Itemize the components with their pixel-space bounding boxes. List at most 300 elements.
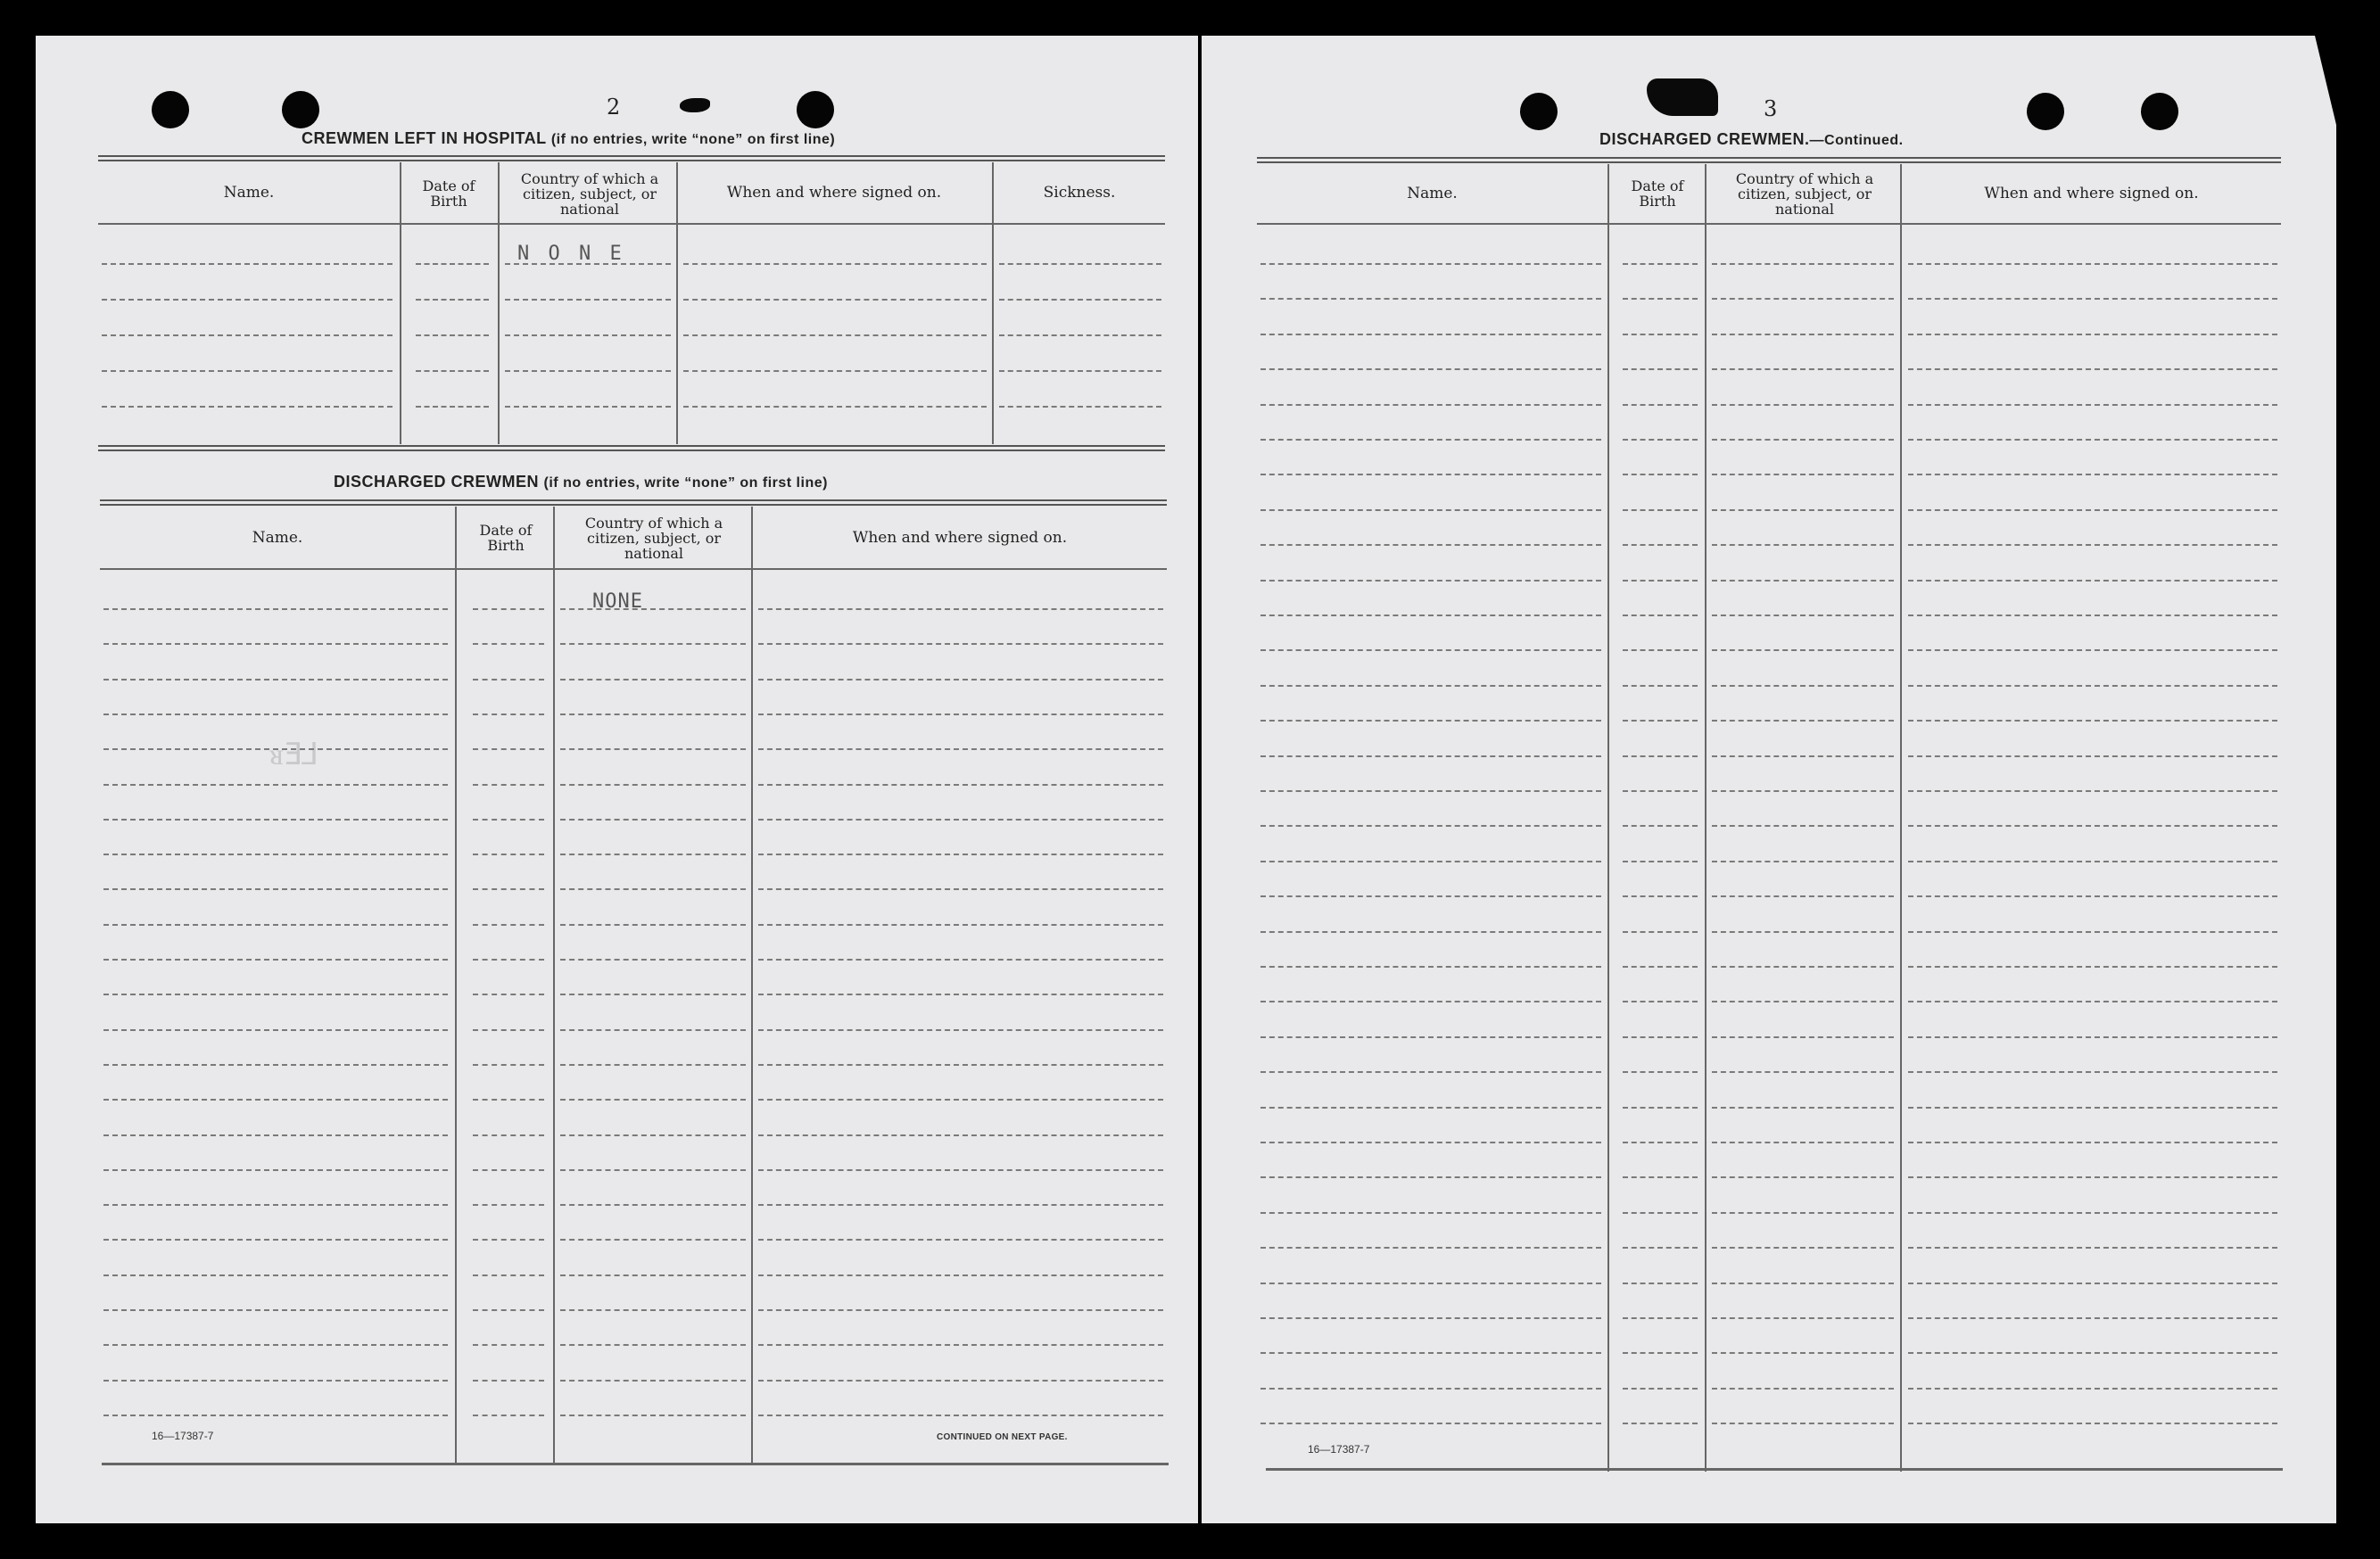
discharged-title-text: DISCHARGED CREWMEN xyxy=(334,473,540,491)
col-header-dob: Date of Birth xyxy=(479,522,533,554)
right-page xyxy=(1202,36,2336,1523)
ruled-line xyxy=(1260,755,1601,757)
col-header-country: Country of which a citizen, subject, or national xyxy=(584,514,723,562)
ruled-line xyxy=(473,643,544,645)
column-divider xyxy=(751,507,753,1465)
ruled-line xyxy=(1712,1388,1894,1390)
ruled-line xyxy=(103,1239,448,1241)
ruled-line xyxy=(1908,1176,2277,1178)
ruled-line xyxy=(1623,825,1698,827)
ruled-line xyxy=(102,299,393,301)
ruled-line xyxy=(1908,720,2277,722)
ruled-line xyxy=(1908,1212,2277,1214)
ruled-line xyxy=(1260,1107,1601,1109)
ruled-line xyxy=(103,854,448,855)
ruled-line xyxy=(1623,263,1698,265)
col-header-signed-on: When and where signed on. xyxy=(726,184,942,202)
ruled-line xyxy=(103,1204,448,1206)
punch-hole xyxy=(2027,93,2064,130)
torn-corner xyxy=(2315,36,2336,125)
ruled-line xyxy=(1712,439,1894,441)
ruled-line xyxy=(1908,755,2277,757)
ruled-line xyxy=(999,299,1161,301)
ruled-line xyxy=(560,1064,746,1066)
ruled-line xyxy=(1908,1107,2277,1109)
ruled-line xyxy=(1260,966,1601,968)
ruled-line xyxy=(560,888,746,890)
ruled-line xyxy=(1712,1107,1894,1109)
ruled-line xyxy=(560,924,746,926)
ruled-line xyxy=(560,994,746,995)
ruled-line xyxy=(1712,368,1894,370)
ruled-line xyxy=(1623,439,1698,441)
ruled-line xyxy=(473,994,544,995)
ruled-line xyxy=(1712,1176,1894,1178)
ruled-line xyxy=(1712,1283,1894,1284)
ruled-line xyxy=(1712,1142,1894,1143)
col-header-name: Name. xyxy=(223,184,275,202)
ruled-line xyxy=(758,854,1163,855)
ruled-line xyxy=(1712,615,1894,616)
ruled-line xyxy=(1623,1142,1698,1143)
ruled-line xyxy=(1260,1317,1601,1319)
ruled-line xyxy=(758,1064,1163,1066)
ruled-line xyxy=(473,1274,544,1276)
ruled-line xyxy=(1712,895,1894,897)
col-header-signed-on: When and where signed on. xyxy=(1984,185,2199,202)
ruled-line xyxy=(999,406,1161,408)
column-divider xyxy=(1900,164,1902,1472)
discharged-title xyxy=(334,473,828,491)
ruled-line xyxy=(1908,931,2277,933)
ruled-line xyxy=(758,994,1163,995)
col-header-country: Country of which a citizen, subject, or national xyxy=(1735,169,1874,218)
ruled-line xyxy=(473,714,544,715)
ink-blot xyxy=(1647,78,1718,116)
page-number: 2 xyxy=(607,95,621,120)
ruled-line xyxy=(473,1380,544,1382)
ruled-line xyxy=(1260,334,1601,335)
ruled-line xyxy=(1712,474,1894,475)
ruled-line xyxy=(1260,1001,1601,1002)
left-page xyxy=(36,36,1198,1523)
ruled-line xyxy=(1712,966,1894,968)
ruled-line xyxy=(1712,1317,1894,1319)
ruled-line xyxy=(473,1134,544,1136)
header-rule xyxy=(100,568,1167,570)
ruled-line xyxy=(1908,334,2277,335)
ruled-line xyxy=(103,714,448,715)
ruled-line xyxy=(758,748,1163,750)
ruled-line xyxy=(1908,544,2277,546)
column-divider xyxy=(1705,164,1706,1472)
ruled-line xyxy=(560,1309,746,1311)
ruled-line xyxy=(1623,895,1698,897)
ruled-line xyxy=(473,1169,544,1171)
ruled-line xyxy=(758,959,1163,961)
col-header-signed-on: When and where signed on. xyxy=(852,528,1068,547)
ruled-line xyxy=(473,1239,544,1241)
ruled-line xyxy=(103,1274,448,1276)
ruled-line xyxy=(560,748,746,750)
ruled-line xyxy=(1260,1036,1601,1038)
ruled-line xyxy=(473,784,544,786)
ruled-line xyxy=(758,608,1163,610)
ruled-line xyxy=(1712,649,1894,651)
ruled-line xyxy=(1260,509,1601,511)
ruled-line xyxy=(1908,298,2277,300)
ruled-line xyxy=(560,819,746,821)
punch-hole xyxy=(2141,93,2178,130)
ruled-line xyxy=(758,679,1163,681)
ruled-line xyxy=(1908,263,2277,265)
ruled-line xyxy=(1260,439,1601,441)
ruled-line xyxy=(103,1169,448,1171)
ruled-line xyxy=(758,1415,1163,1416)
ruled-line xyxy=(758,1309,1163,1311)
ruled-line xyxy=(758,784,1163,786)
ruled-line xyxy=(758,1099,1163,1101)
ruled-line xyxy=(1623,649,1698,651)
ruled-line xyxy=(1908,861,2277,862)
ruled-line xyxy=(1260,685,1601,687)
ruled-line xyxy=(1623,966,1698,968)
ruled-line xyxy=(1712,1001,1894,1002)
ruled-line xyxy=(758,1169,1163,1171)
bottom-rule xyxy=(102,1463,1169,1465)
ruled-line xyxy=(1712,1071,1894,1073)
double-rule xyxy=(1257,157,2281,163)
ruled-line xyxy=(1908,790,2277,792)
ruled-line xyxy=(103,679,448,681)
ruled-line xyxy=(560,643,746,645)
ruled-line xyxy=(473,924,544,926)
header-rule xyxy=(1257,223,2281,225)
ruled-line xyxy=(1260,474,1601,475)
ruled-line xyxy=(1623,685,1698,687)
ruled-line xyxy=(1623,1247,1698,1249)
column-divider xyxy=(1607,164,1609,1472)
ruled-line xyxy=(1908,895,2277,897)
ruled-line xyxy=(999,334,1161,336)
ruled-line xyxy=(683,370,987,372)
ruled-line xyxy=(1712,931,1894,933)
ruled-line xyxy=(1260,298,1601,300)
col-header-country: Country of which a citizen, subject, or national xyxy=(520,169,659,218)
ruled-line xyxy=(1908,1001,2277,1002)
ruled-line xyxy=(1260,1283,1601,1284)
ruled-line xyxy=(758,1274,1163,1276)
ruled-line xyxy=(758,1344,1163,1346)
ruled-line xyxy=(560,1099,746,1101)
ruled-line xyxy=(473,679,544,681)
ruled-line xyxy=(1623,368,1698,370)
bottom-rule xyxy=(1266,1468,2283,1471)
ruled-line xyxy=(103,608,448,610)
col-header-name: Name. xyxy=(252,528,303,547)
ruled-line xyxy=(1623,544,1698,546)
ruled-line xyxy=(473,1344,544,1346)
ruled-line xyxy=(473,819,544,821)
ruled-line xyxy=(683,263,987,265)
ruled-line xyxy=(1908,966,2277,968)
form-number: 16—17387-7 xyxy=(1308,1443,1370,1456)
ruled-line xyxy=(103,1099,448,1101)
ruled-line xyxy=(103,1309,448,1311)
bleed-through-mark: ᴚƎ⅃ xyxy=(269,737,319,772)
ruled-line xyxy=(103,1134,448,1136)
ruled-line xyxy=(1712,790,1894,792)
ruled-line xyxy=(1908,1036,2277,1038)
continued-suffix: —Continued. xyxy=(1809,133,1904,148)
ruled-line xyxy=(560,1204,746,1206)
ruled-line xyxy=(416,406,489,408)
ruled-line xyxy=(1623,931,1698,933)
ruled-line xyxy=(1712,298,1894,300)
ruled-line xyxy=(1623,790,1698,792)
ruled-line xyxy=(1623,298,1698,300)
ruled-line xyxy=(1712,720,1894,722)
ruled-line xyxy=(1712,334,1894,335)
punch-hole xyxy=(282,91,319,128)
ruled-line xyxy=(103,959,448,961)
ruled-line xyxy=(758,819,1163,821)
ruled-line xyxy=(1623,1388,1698,1390)
ruled-line xyxy=(1260,720,1601,722)
double-rule xyxy=(98,155,1165,161)
ruled-line xyxy=(1260,263,1601,265)
column-divider xyxy=(553,507,555,1465)
ruled-line xyxy=(1260,825,1601,827)
ruled-line xyxy=(473,608,544,610)
page-number: 3 xyxy=(1764,96,1778,121)
ruled-line xyxy=(103,643,448,645)
ruled-line xyxy=(416,299,489,301)
ruled-line xyxy=(999,263,1161,265)
ruled-line xyxy=(1260,1352,1601,1354)
ruled-line xyxy=(1260,615,1601,616)
ruled-line xyxy=(1623,474,1698,475)
ruled-line xyxy=(560,1134,746,1136)
ruled-line xyxy=(1623,1071,1698,1073)
ruled-line xyxy=(1908,1142,2277,1143)
punch-hole xyxy=(1520,93,1558,130)
ruled-line xyxy=(1260,1423,1601,1424)
ruled-line xyxy=(758,1239,1163,1241)
ruled-line xyxy=(560,854,746,855)
ruled-line xyxy=(683,406,987,408)
discharged-continued-title-text: DISCHARGED CREWMEN. xyxy=(1599,130,1810,148)
ruled-line xyxy=(473,959,544,961)
ruled-line xyxy=(560,784,746,786)
ruled-line xyxy=(1908,825,2277,827)
ruled-line xyxy=(999,370,1161,372)
ruled-line xyxy=(758,1029,1163,1031)
ruled-line xyxy=(1712,1036,1894,1038)
col-header-dob: Date of Birth xyxy=(422,177,475,210)
continued-note: CONTINUED ON NEXT PAGE. xyxy=(937,1432,1068,1442)
ruled-line xyxy=(1260,649,1601,651)
ruled-line xyxy=(1908,1352,2277,1354)
ruled-line xyxy=(1908,1317,2277,1319)
ruled-line xyxy=(560,1029,746,1031)
ruled-line xyxy=(1712,685,1894,687)
ruled-line xyxy=(1712,263,1894,265)
ruled-line xyxy=(102,370,393,372)
hospital-title-text: CREWMEN LEFT IN HOSPITAL xyxy=(302,129,547,147)
ruled-line xyxy=(473,888,544,890)
ruled-line xyxy=(560,1239,746,1241)
ink-blot xyxy=(680,98,710,112)
ruled-line xyxy=(758,1380,1163,1382)
ruled-line xyxy=(560,1169,746,1171)
punch-hole xyxy=(797,91,834,128)
col-header-name: Name. xyxy=(1407,185,1458,202)
ruled-line xyxy=(1623,580,1698,582)
ruled-line xyxy=(1260,1388,1601,1390)
ruled-line xyxy=(416,334,489,336)
ruled-line xyxy=(1260,1071,1601,1073)
ruled-line xyxy=(560,1380,746,1382)
ruled-line xyxy=(473,854,544,855)
ruled-line xyxy=(1623,404,1698,406)
ruled-line xyxy=(473,1309,544,1311)
ruled-line xyxy=(1908,1247,2277,1249)
ruled-line xyxy=(1712,1247,1894,1249)
ruled-line xyxy=(1908,509,2277,511)
ruled-line xyxy=(416,263,489,265)
discharged-continued-title xyxy=(1599,130,1904,149)
ruled-line xyxy=(1260,544,1601,546)
ruled-line xyxy=(1712,404,1894,406)
discharged-note: (if no entries, write “none” on first line) xyxy=(543,475,828,491)
ruled-line xyxy=(505,370,671,372)
ruled-line xyxy=(102,406,393,408)
ruled-line xyxy=(1908,439,2277,441)
ruled-line xyxy=(683,299,987,301)
discharged-entry-none: NONE xyxy=(592,590,643,613)
ruled-line xyxy=(1623,615,1698,616)
ruled-line xyxy=(1623,1107,1698,1109)
ruled-line xyxy=(103,1064,448,1066)
col-header-dob: Date of Birth xyxy=(1631,177,1684,210)
ruled-line xyxy=(1623,861,1698,862)
ruled-line xyxy=(1623,1212,1698,1214)
ruled-line xyxy=(103,924,448,926)
ruled-line xyxy=(1623,1283,1698,1284)
ruled-line xyxy=(1712,1423,1894,1424)
ruled-line xyxy=(1908,615,2277,616)
ruled-line xyxy=(1260,1176,1601,1178)
ruled-line xyxy=(758,643,1163,645)
ruled-line xyxy=(473,1064,544,1066)
ruled-line xyxy=(1908,1388,2277,1390)
ruled-line xyxy=(1908,474,2277,475)
column-divider xyxy=(498,162,500,444)
ruled-line xyxy=(683,334,987,336)
ruled-line xyxy=(1908,404,2277,406)
ruled-line xyxy=(505,334,671,336)
ruled-line xyxy=(1623,509,1698,511)
punch-hole xyxy=(152,91,189,128)
ruled-line xyxy=(103,784,448,786)
ruled-line xyxy=(473,1029,544,1031)
ruled-line xyxy=(1908,649,2277,651)
hospital-title xyxy=(302,129,835,148)
ruled-line xyxy=(560,1415,746,1416)
ruled-line xyxy=(1260,861,1601,862)
ruled-line xyxy=(473,1204,544,1206)
hospital-entry-none: N O N E xyxy=(517,243,625,265)
ruled-line xyxy=(1623,1176,1698,1178)
ruled-line xyxy=(1712,580,1894,582)
ruled-line xyxy=(473,1099,544,1101)
ruled-line xyxy=(1712,1212,1894,1214)
ruled-line xyxy=(505,263,671,265)
ruled-line xyxy=(1908,580,2277,582)
ruled-line xyxy=(1712,755,1894,757)
ruled-line xyxy=(103,1344,448,1346)
ruled-line xyxy=(505,299,671,301)
ruled-line xyxy=(103,1029,448,1031)
ruled-line xyxy=(473,1415,544,1416)
column-divider xyxy=(400,162,401,444)
ruled-line xyxy=(505,406,671,408)
ruled-line xyxy=(758,924,1163,926)
ruled-line xyxy=(560,1344,746,1346)
ruled-line xyxy=(102,263,393,265)
ruled-line xyxy=(1908,1071,2277,1073)
ruled-line xyxy=(416,370,489,372)
ruled-line xyxy=(758,1204,1163,1206)
double-rule xyxy=(100,499,1167,506)
ruled-line xyxy=(1623,1317,1698,1319)
ruled-line xyxy=(758,888,1163,890)
ruled-line xyxy=(103,748,448,750)
ruled-line xyxy=(560,679,746,681)
ruled-line xyxy=(1712,825,1894,827)
ruled-line xyxy=(1908,1283,2277,1284)
ruled-line xyxy=(1260,1247,1601,1249)
form-number: 16—17387-7 xyxy=(152,1430,214,1442)
ruled-line xyxy=(1712,1352,1894,1354)
ruled-line xyxy=(1908,1423,2277,1424)
ruled-line xyxy=(1623,1036,1698,1038)
ruled-line xyxy=(1623,755,1698,757)
ruled-line xyxy=(1623,1423,1698,1424)
ruled-line xyxy=(1260,580,1601,582)
ruled-line xyxy=(758,714,1163,715)
ruled-line xyxy=(1623,720,1698,722)
ruled-line xyxy=(1260,368,1601,370)
ruled-line xyxy=(560,608,746,610)
ruled-line xyxy=(103,1415,448,1416)
ruled-line xyxy=(1908,685,2277,687)
ruled-line xyxy=(1623,1001,1698,1002)
ruled-line xyxy=(103,1380,448,1382)
ruled-line xyxy=(1260,931,1601,933)
ruled-line xyxy=(560,959,746,961)
ruled-line xyxy=(1260,1142,1601,1143)
ruled-line xyxy=(1712,509,1894,511)
ruled-line xyxy=(758,1134,1163,1136)
ruled-line xyxy=(560,1274,746,1276)
ruled-line xyxy=(103,819,448,821)
ruled-line xyxy=(1623,334,1698,335)
ruled-line xyxy=(1260,790,1601,792)
ruled-line xyxy=(102,334,393,336)
ruled-line xyxy=(1908,368,2277,370)
